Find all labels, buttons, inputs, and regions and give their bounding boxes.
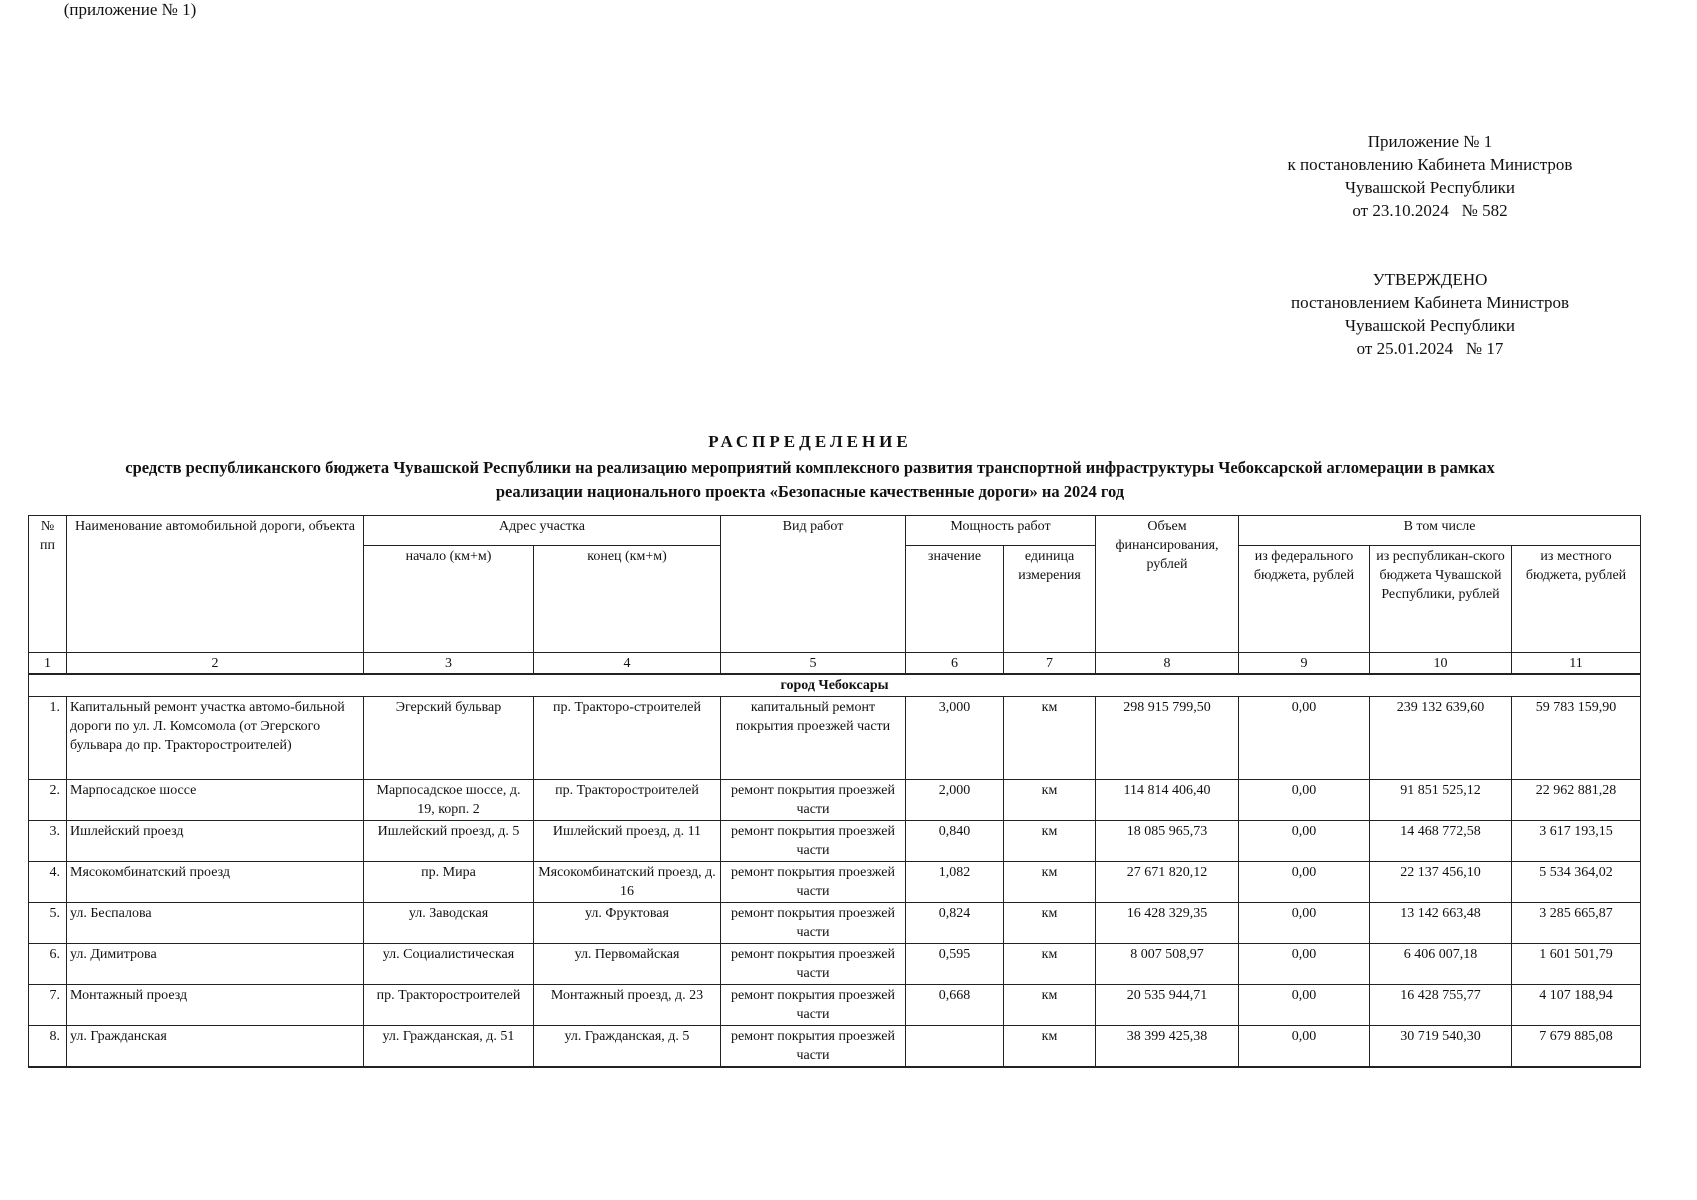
funding-federal: 0,00	[1239, 944, 1370, 985]
subtitle-line-2: реализации национального проекта «Безопасные качественные дороги» на 2024 год	[495, 482, 1125, 501]
funding-federal: 0,00	[1239, 903, 1370, 944]
funding-republic: 13 142 663,48	[1370, 903, 1512, 944]
address-start: Марпосадское шоссе, д. 19, корп. 2	[364, 780, 534, 821]
work-type: ремонт покрытия проезжей части	[721, 780, 906, 821]
funding-republic: 6 406 007,18	[1370, 944, 1512, 985]
funding-total: 114 814 406,40	[1096, 780, 1239, 821]
distribution-table	[28, 515, 1641, 1068]
header-end: конец (км+м)	[534, 546, 721, 653]
column-number: 4	[534, 653, 721, 675]
address-start: пр. Тракторостроителей	[364, 985, 534, 1026]
header-unit: единица измерения	[1004, 546, 1096, 653]
work-type: ремонт покрытия проезжей части	[721, 1026, 906, 1068]
row-number: 7.	[29, 985, 67, 1026]
address-end: пр. Тракторостроителей	[534, 780, 721, 821]
row-number: 8.	[29, 1026, 67, 1068]
table-row	[29, 903, 1641, 944]
header-federal: из федерального бюджета, рублей	[1239, 546, 1370, 653]
row-number: 5.	[29, 903, 67, 944]
road-name: Мясокомбинатский проезд	[67, 862, 364, 903]
table-row	[29, 821, 1641, 862]
section-title: город Чебоксары	[29, 674, 1641, 697]
road-name: ул. Беспалова	[67, 903, 364, 944]
work-type: ремонт покрытия проезжей части	[721, 862, 906, 903]
address-end: ул. Первомайская	[534, 944, 721, 985]
table-row	[29, 697, 1641, 780]
road-name: Ишлейский проезд	[67, 821, 364, 862]
work-type: ремонт покрытия проезжей части	[721, 985, 906, 1026]
funding-total: 27 671 820,12	[1096, 862, 1239, 903]
capacity-value: 0,595	[906, 944, 1004, 985]
header-num: № пп	[29, 516, 67, 653]
capacity-unit: км	[1004, 821, 1096, 862]
funding-local: 22 962 881,28	[1512, 780, 1641, 821]
address-start: ул. Заводская	[364, 903, 534, 944]
header-including: В том числе	[1239, 516, 1641, 546]
capacity-value: 2,000	[906, 780, 1004, 821]
work-type: ремонт покрытия проезжей части	[721, 821, 906, 862]
table-row	[29, 780, 1641, 821]
address-end: пр. Тракторо-строителей	[534, 697, 721, 780]
funding-federal: 0,00	[1239, 862, 1370, 903]
funding-local: 59 783 159,90	[1512, 697, 1641, 780]
funding-republic: 16 428 755,77	[1370, 985, 1512, 1026]
address-end: Мясокомбинатский проезд, д. 16	[534, 862, 721, 903]
funding-local: 7 679 885,08	[1512, 1026, 1641, 1068]
funding-republic: 239 132 639,60	[1370, 697, 1512, 780]
header-capacity: Мощность работ	[906, 516, 1096, 546]
table-row	[29, 985, 1641, 1026]
road-name: ул. Димитрова	[67, 944, 364, 985]
table-row	[29, 944, 1641, 985]
address-end: Монтажный проезд, д. 23	[534, 985, 721, 1026]
capacity-unit: км	[1004, 862, 1096, 903]
road-name: Монтажный проезд	[67, 985, 364, 1026]
approved-line-3: Чувашской Республики	[1344, 316, 1516, 335]
funding-total: 20 535 944,71	[1096, 985, 1239, 1026]
address-start: Эгерский бульвар	[364, 697, 534, 780]
header-funding: Объем финансирования, рублей	[1096, 516, 1239, 653]
funding-local: 1 601 501,79	[1512, 944, 1641, 985]
annex-reference: (приложение № 1)	[63, 0, 197, 19]
row-number: 1.	[29, 697, 67, 780]
funding-republic: 91 851 525,12	[1370, 780, 1512, 821]
capacity-value: 1,082	[906, 862, 1004, 903]
capacity-unit: км	[1004, 697, 1096, 780]
header-value: значение	[906, 546, 1004, 653]
capacity-unit: км	[1004, 985, 1096, 1026]
document-title: РАСПРЕДЕЛЕНИЕ	[708, 432, 912, 451]
funding-republic: 14 468 772,58	[1370, 821, 1512, 862]
column-number: 5	[721, 653, 906, 675]
capacity-value: 3,000	[906, 697, 1004, 780]
capacity-value: 0,668	[906, 985, 1004, 1026]
column-number: 10	[1370, 653, 1512, 675]
address-start: ул. Гражданская, д. 51	[364, 1026, 534, 1068]
approved-line-4: от 25.01.2024 № 17	[1356, 339, 1504, 358]
column-number: 2	[67, 653, 364, 675]
table-row	[29, 862, 1641, 903]
capacity-value: 0,840	[906, 821, 1004, 862]
funding-republic: 30 719 540,30	[1370, 1026, 1512, 1068]
column-number: 9	[1239, 653, 1370, 675]
section-row	[29, 674, 1641, 697]
capacity-value	[906, 1026, 1004, 1068]
row-number: 4.	[29, 862, 67, 903]
header-local: из местного бюджета, рублей	[1512, 546, 1641, 653]
header-republic: из республикан-ского бюджета Чувашской Республики, рублей	[1370, 546, 1512, 653]
column-number: 1	[29, 653, 67, 675]
table-row	[29, 1026, 1641, 1068]
header-work: Вид работ	[721, 516, 906, 653]
funding-total: 38 399 425,38	[1096, 1026, 1239, 1068]
road-name: Капитальный ремонт участка автомо-бильной дороги по ул. Л. Комсомола (от Эгерского бульвара до пр. Тракторостроителей)	[67, 697, 364, 780]
capacity-unit: км	[1004, 944, 1096, 985]
appendix-line-4: от 23.10.2024 № 582	[1352, 201, 1508, 220]
appendix-line-3: Чувашской Республики	[1344, 178, 1516, 197]
column-number: 8	[1096, 653, 1239, 675]
work-type: ремонт покрытия проезжей части	[721, 944, 906, 985]
header-start: начало (км+м)	[364, 546, 534, 653]
row-number: 6.	[29, 944, 67, 985]
address-start: ул. Социалистическая	[364, 944, 534, 985]
funding-local: 3 617 193,15	[1512, 821, 1641, 862]
road-name: ул. Гражданская	[67, 1026, 364, 1068]
column-number: 7	[1004, 653, 1096, 675]
appendix-block	[1270, 130, 1590, 222]
funding-republic: 22 137 456,10	[1370, 862, 1512, 903]
subtitle-line-1: средств республиканского бюджета Чувашской Республики на реализацию мероприятий комплексного развития транспортной инфраструктуры Чебоксарской агломерации в рамках	[125, 458, 1495, 477]
funding-federal: 0,00	[1239, 780, 1370, 821]
address-start: пр. Мира	[364, 862, 534, 903]
appendix-line-1: Приложение № 1	[1367, 132, 1493, 151]
work-type: капитальный ремонт покрытия проезжей части	[721, 697, 906, 780]
approved-line-2: постановлением Кабинета Министров	[1290, 293, 1570, 312]
appendix-line-2: к постановлению Кабинета Министров	[1287, 155, 1573, 174]
funding-local: 4 107 188,94	[1512, 985, 1641, 1026]
funding-federal: 0,00	[1239, 697, 1370, 780]
funding-federal: 0,00	[1239, 1026, 1370, 1068]
approved-line-1: УТВЕРЖДЕНО	[1372, 270, 1488, 289]
funding-total: 298 915 799,50	[1096, 697, 1239, 780]
funding-total: 8 007 508,97	[1096, 944, 1239, 985]
capacity-value: 0,824	[906, 903, 1004, 944]
address-start: Ишлейский проезд, д. 5	[364, 821, 534, 862]
row-number: 3.	[29, 821, 67, 862]
funding-local: 3 285 665,87	[1512, 903, 1641, 944]
document-subtitle	[40, 456, 1580, 504]
capacity-unit: км	[1004, 780, 1096, 821]
column-numbers-row	[29, 653, 1641, 675]
funding-federal: 0,00	[1239, 821, 1370, 862]
row-number: 2.	[29, 780, 67, 821]
road-name: Марпосадское шоссе	[67, 780, 364, 821]
address-end: Ишлейский проезд, д. 11	[534, 821, 721, 862]
address-end: ул. Фруктовая	[534, 903, 721, 944]
approved-block	[1270, 268, 1590, 360]
capacity-unit: км	[1004, 1026, 1096, 1068]
column-number: 3	[364, 653, 534, 675]
column-number: 6	[906, 653, 1004, 675]
capacity-unit: км	[1004, 903, 1096, 944]
address-end: ул. Гражданская, д. 5	[534, 1026, 721, 1068]
funding-total: 16 428 329,35	[1096, 903, 1239, 944]
funding-total: 18 085 965,73	[1096, 821, 1239, 862]
column-number: 11	[1512, 653, 1641, 675]
funding-federal: 0,00	[1239, 985, 1370, 1026]
header-name: Наименование автомобильной дороги, объекта	[67, 516, 364, 653]
work-type: ремонт покрытия проезжей части	[721, 903, 906, 944]
header-address: Адрес участка	[364, 516, 721, 546]
funding-local: 5 534 364,02	[1512, 862, 1641, 903]
